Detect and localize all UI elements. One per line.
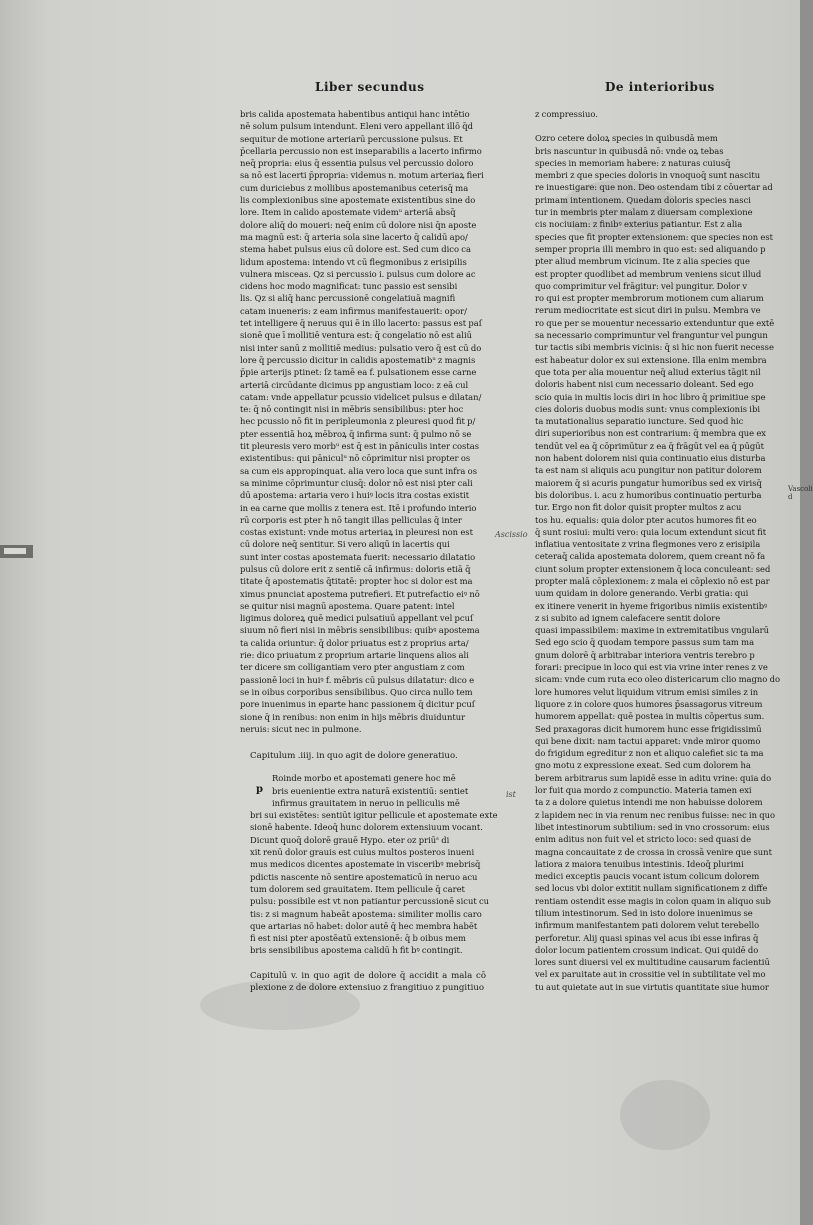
text-line: doloris habent nisi cum necessario doleant. Sed ego (535, 379, 754, 390)
text-line: maiorem q̄ si acuris pungatur humoribus sed ex virisq̄ (535, 477, 762, 488)
chapter-5-title: Capitulū v. in quo agit de dolore q̄ accidit a mala cō plexione z de dolore extensiuo z frangitiuo z pungitiuo (250, 971, 486, 994)
text-line (535, 120, 783, 132)
text-line: quo comprimitur vel frāgitur: vel pungitur. Dolor v (535, 280, 748, 291)
text-line: catam: vnde appellatur pcussio videlicet pulsus e dilatan/ (240, 391, 482, 402)
text-line: pter essentiā hoꝝ mēbroꝝ q̄ infirma sunt: q̄ pulmo nō se (240, 428, 472, 439)
text-line: p̄pie arterijs ptinet: ſz tamē ea f. pulsationem esse carne (240, 367, 477, 378)
text-line: stema habet pulsus eius cū dolore est. Sed cum dico ca (240, 244, 471, 255)
text-line: passionē loci in huiꝰ f. mēbris cū pulsus dilatatur: dico e (240, 674, 475, 685)
text-line: gnum dolorē q̄ arbitrabar interiora ventris terebro p (535, 649, 755, 660)
text-line: sa minime cōprimuntur ciusq̄: dolor nō est nisi pter cali (240, 477, 473, 488)
text-line: bris sensibilibus apostema calidū h fit bꝰ contingit. (250, 945, 463, 956)
text-line: ximus pnunciat apostema putrefieri. Et putrefactio eiꝰ nō (240, 588, 480, 599)
text-line: infirmum manifestantem pati dolorem velut terebello (535, 920, 760, 931)
text-line: tilium intestinorum. Sed in isto dolore inuenimus se (535, 908, 753, 918)
text-line: dolore aliq̄ do moueri: neq̄ enim cū dolore nisi q̄n aposte (240, 219, 477, 230)
text-line: neq̄ propria: eius q̄ essentia pulsus vel percussio doloro (240, 158, 474, 169)
text-line: ligimus doloreꝝ quē medici pulsatiuū appellant vel pcuſ (240, 613, 474, 624)
text-line: z lapidem nec in via renum nec renibus fuisse: nec in quo (535, 809, 776, 820)
text-line: q̄ sunt rosiui: multi vero: quia locum extendunt sicut fit (535, 526, 767, 537)
text-line: tur in membris pter malam z diuersam complexione (535, 207, 753, 218)
text-line: que tota per alia mouentur neq̄ aliud exterius tāgit nil (535, 366, 761, 377)
binding-tab (0, 545, 33, 558)
text-line: hec pcussio nō fit in peripleumonia z pleuresi quod fit p/ (240, 416, 476, 427)
text-line: ciunt solum propter extensionem q̄ loca conculeant: sed (535, 563, 771, 574)
text-line: medici exceptis paucis vocant istum colicum dolorem (535, 871, 760, 882)
text-line: tum dolorem sed grauitatem. Item pellicule q̄ caret (250, 883, 465, 894)
chapter-4-body (250, 772, 498, 956)
chapter-4-title: Capitulum .iiij. in quo agit de dolore generatiuo. (250, 751, 458, 761)
text-line: sunt inter costas apostemata fuerit: necessario dilatatio (240, 551, 476, 562)
text-line: forari: precipue in loco qui est via vrine inter renes z ve (535, 662, 768, 673)
text-line: Sed praxagoras dicit humorem hunc esse frigidissimū (535, 723, 762, 734)
text-line: do frigidum egreditur z non et aliquo calefiet sic ta ma (535, 748, 764, 759)
text-line: ceteraq̄ calida apostemata dolorem, quem creant nō fa (535, 551, 766, 562)
chapter-5-heading (250, 970, 486, 995)
text-line: z compressiuo. (535, 109, 598, 119)
text-line: rerum mediocritate est sicut diri in pulsu. Membra ve (535, 305, 761, 316)
text-line: lis. Qz si aliq̄ hanc percussionē congelatiuā magnifi (240, 293, 456, 304)
text-line: nisi inter sanū z mollitiē medius: pulsatio vero q̄ est cū do (240, 342, 482, 353)
text-line: ter dicere sm colligantiam vero pter angustiam z com (240, 662, 465, 673)
text-line: semper propria illi membro in quo est: sed aliquando p (535, 243, 766, 254)
text-line: lore. Item in calido apostemate videmᵘ arteriā absq̄ (240, 207, 456, 218)
text-line: nē solum pulsum intendunt. Eleni vero appellant illō q̄d (240, 121, 473, 132)
text-line: costas existunt: vnde motus arteriaꝝ in pleuresi non est (240, 527, 473, 538)
text-line: se quitur nisi magnū apostema. Quare patent: intel (240, 600, 455, 611)
text-line: mus medicos dicentes apostemate in visceribꝰ mebrisq̄ (250, 859, 481, 870)
text-line: sa nō est lacerti p̄propria: videmus n. motum arteriaꝝ fieri (240, 170, 484, 181)
text-line: est habeatur dolor ex sui extensione. Illa enim membra (535, 354, 767, 365)
text-line: arteriā circūdante dicimus pp angustiam loco: z eā cul (240, 379, 469, 390)
text-line: xit renū dolor grauis est cuius multos posteros inueni (250, 847, 475, 858)
text-line: sed locus vbi dolor extitit nullam significationem z diffe (535, 883, 768, 894)
left-text-column (240, 108, 486, 735)
text-line: libet intestinorum subtilium: sed in vno crossorum: eius (535, 821, 770, 832)
text-line: z si subito ad ignem calefacere sentit dolore (535, 612, 721, 623)
text-line: lores sunt diuersi vel ex multitudine causarum facientiū (535, 957, 770, 968)
text-line: tur tactis sibi membris vicinis: q̄ si hic non fuerit necesse (535, 342, 774, 353)
text-line: vulnera misceas. Qz si percussio i. pulsus cum dolore ac (240, 268, 476, 279)
text-line: perforetur. Alij quasi spinas vel acus ibi esse infiras q̄ (535, 932, 759, 943)
text-line: qui bene dixit: nam tactui apparet: vnde miror quomo (535, 735, 761, 746)
text-line: neruis: sicut nec in pulmone. (240, 723, 362, 734)
margin-note-middle: ist (506, 790, 516, 799)
text-line: rentiam ostendit esse magis in colon quam in aliquo sub (535, 895, 771, 906)
text-line: inflatiua ventositate z vrina flegmones vero z erisipila (535, 539, 761, 550)
text-line: berem arbitrarus sum lapidē esse in aditu vrine: quia do (535, 772, 772, 783)
text-line: Sed ego scio q̄ quodam tempore passus sum tam ma (535, 637, 755, 648)
text-line: pore inuenimus in eparte hanc passionem q̄ dicitur pcuſ (240, 699, 475, 710)
text-line: cidens hoc modo magnificat: tunc passio est sensibi (240, 281, 458, 292)
right-text-column (535, 108, 783, 993)
text-line: ex itinere venerit in hyeme frigoribus nimiis existentibꝰ (535, 600, 768, 611)
text-line: fi est nisi pter apostēatū extensionē: q̄ b oibus mem (250, 933, 466, 944)
chapter-4 (250, 750, 498, 957)
text-line: Ozro cetere doloꝝ species in quibusdā mem (535, 133, 718, 144)
page-stain (620, 1080, 710, 1150)
text-line: dolor locum patientem crossum indicat. Qui quidē do (535, 944, 759, 955)
text-line: gno motu z expressione exeat. Sed cum dolorem ha (535, 760, 751, 771)
text-line: existentibus: qui pāniculᵘ nō cōprimitur nisi propter os (240, 453, 471, 464)
text-line: sa necessario comprimuntur vel franguntur vel pungun (535, 330, 768, 341)
text-line: sione q̄ in renibus: non enim in hijs mēbris diuiduntur (240, 711, 466, 722)
text-line: ta est nam si aliquis acu pungitur non patitur dolorem (535, 465, 762, 476)
text-line: catam inueneris: z eam infirmus manifestauerit: opor/ (240, 305, 467, 316)
text-line: sionē habente. Ideoq̄ hunc dolorem extensiuum vocant. (250, 822, 483, 833)
text-line: tet intelligere q̄ neruus qui ē in illo lacerto: passus est paſ (240, 318, 482, 329)
text-line: titate q̄ apostematis q̄titatē: propter hoc si dolor est ma (240, 576, 473, 587)
text-line: lis complexionibus sine apostemate existentibus sine do (240, 195, 476, 206)
margin-note-left: Ascissio (495, 530, 528, 539)
right-running-head: De interioribus (605, 80, 715, 94)
text-line: propter malā cōplexionem: z mala ei cōplexio nō est par (535, 575, 770, 586)
text-line: re inuestigare: que non. Deo ostendam tibi z cōuertar ad (535, 182, 773, 193)
text-line: ro que per se mouentur necessario extenduntur que extē (535, 317, 775, 328)
text-line: in ea carne que mollis z tenera est. Itē i profundo interio (240, 502, 477, 513)
text-line: lidum apostema: intendo vt cū flegmonibus z erisipilis (240, 256, 467, 267)
text-line: sa cum eis appropinquat. alia vero loca que sunt infra os (240, 465, 477, 476)
text-line: liquore z in colore quos humores p̄sassagorus vitreum (535, 698, 763, 709)
text-line: species in memoriam habere: z naturas cuiusq̄ (535, 157, 731, 168)
text-line: sionē que ī mollitiē ventura est: q̄ congelatio nō est aliū (240, 330, 473, 341)
text-line: tos hu. equalis: quia dolor pter acutos humores fit eo (535, 514, 757, 525)
text-line: pter aliud membrum vicinum. Ite z alia species que (535, 256, 750, 267)
text-line: bri sui existētes: sentiūt igitur pellicule et apostemate exte (250, 810, 498, 821)
text-line: tur. Ergo non fit dolor quisit propter multos z acu (535, 502, 742, 513)
text-line: cies doloris duobus modis sunt: vnus complexionis ibi (535, 403, 761, 414)
text-line: ta mutationalius separatio iuncture. Sed quod hic (535, 416, 744, 427)
text-line: primam intentionem. Quedam doloris species nasci (535, 194, 751, 205)
text-line: se in oibus corporibus sensibilibus. Quo circa nullo tem (240, 686, 473, 697)
text-line: est propter quodlibet ad membrum veniens sicut illud (535, 268, 762, 279)
text-line: ta z a dolore quietus intendi me non habuisse dolorem (535, 797, 763, 808)
text-line: sicam: vnde cum ruta eco oleo distericarum clio magno do (535, 674, 781, 685)
text-line: pulsus cū dolore erit z sentiē cā infirmus: doloris etiā q̄ (240, 563, 471, 574)
text-line: lor fuit qua mordo z compunctio. Materia tamen exi (535, 785, 752, 796)
text-line: bris calida apostemata habentibus antiqui hanc intētio (240, 109, 470, 119)
text-line: lore q̄ percussio dicitur in calidis apostematibᵘ z magnis (240, 354, 476, 365)
text-line: bis doloribus. i. acu z humoribus continuatio perturba (535, 489, 762, 500)
text-line: tis: z si magnum habeāt apostema: similiter mollis caro (250, 908, 482, 919)
text-line: cis nociuiam: z finibꝰ exterius patiantur. Est z alia (535, 219, 743, 230)
text-line: species que fit propter extensionem: que species non est (535, 231, 774, 242)
text-line: tit pleuresis vero morbᵘ est q̄ est in pāniculis inter costas (240, 441, 480, 452)
text-line: tendūt vel ea q̄ cōprimūtur z ea q̄ frāgūt vel ea q̄ pūgūt (535, 440, 765, 451)
text-line: diri superioribus non est contrarium: q̄ membra que ex (535, 428, 767, 439)
text-line: cum duriciebus z mollibus apostemanibus ceterisq̄ ma (240, 182, 469, 193)
text-line: ta calida oriuntur: q̄ dolor priuatus est z proprius arta/ (240, 637, 469, 648)
text-line: ma magnū est: q̄ arteria sola sine lacerto q̄ calidū apo/ (240, 231, 468, 242)
text-line: siuum nō fieri nisi in mēbris sensibilibus: quibꝰ apostema (240, 625, 480, 636)
text-line: membri z que species doloris in vnoquoq̄ sunt nascitu (535, 170, 761, 181)
text-line: tu aut quietate aut in sue virtutis quantitate siue humor (535, 981, 769, 992)
text-line: infirmus grauitatem in neruo in pelliculis mē (272, 797, 460, 808)
text-line: lore humores velut liquidum vitrum emisi similes z in (535, 686, 759, 697)
text-line: que artarias nō habet: dolor autē q̄ hec membra habēt (250, 920, 478, 931)
text-line: pdictis nascente nō sentire apostematicū in neruo acu (250, 871, 478, 882)
text-line: Dicunt quoq̄ dolorē grauē Hypo. eter oz priūˢ di (250, 834, 450, 845)
text-line: magna concauitate z de crossa in crossā venire que sunt (535, 846, 772, 857)
text-line: sequitur de motione arteriarū percussione pulsus. Et (240, 133, 463, 144)
text-line: dū apostema: artaria vero i huiꝰ locis itra costas existit (240, 490, 470, 501)
text-line: humorem appellat: quē postea in multis cōpertus sum. (535, 711, 765, 722)
text-line: enim aditus non fuit vel et stricto loco: sed quasi de (535, 834, 752, 845)
text-line: ro qui est propter membrorum motionem cum aliarum (535, 293, 764, 304)
text-line: rū corporis est pter h nō tangit illas pelliculas q̄ inter (240, 514, 462, 525)
text-line: latiora z maiora tenuibus intestinis. Ideoq̄ plurimi (535, 858, 744, 869)
text-line: bris euenientie extra naturā existentiū: sentiet (272, 785, 469, 796)
text-line: pulsu: possibile est vt non patiantur percussionē sicut cu (250, 896, 490, 907)
text-line: uum quidam in dolore generando. Verbi gratia: qui (535, 588, 749, 599)
text-line: scio quia in multis locis diri in hoc libro q̄ primitiue spe (535, 391, 766, 402)
text-line: te: q̄ nō contingit nisi in mēbris sensibilibus: pter hoc (240, 404, 464, 415)
text-line: non habent dolorem nisi quia continuatio eius disturba (535, 453, 766, 464)
text-line: quasi impassibilem: maxime in extremitatibus vngularū (535, 625, 770, 636)
text-line: cū dolore neq̄ sentitur. Si vero aliqū in lacertis qui (240, 539, 450, 550)
margin-note-right-edge: Vascoli d (788, 485, 813, 501)
text-line: Roinde morbo et apostemati genere hoc mē (272, 773, 456, 784)
left-running-head: Liber secundus (315, 80, 425, 94)
chapter-4-initial: p (256, 784, 263, 795)
text-line: bris nascuntur in quibusdā nō: vnde oꝝ tebas (535, 145, 724, 156)
text-line: vel ex paruitate aut in crossitie vel in subtilitate vel mo (535, 969, 766, 980)
text-line: p̄cellaria percussio non est inseparabilis a lacerto infirmo (240, 145, 482, 156)
text-line: rie: dico priuatum z proprium artarie linquens alios ali (240, 650, 469, 661)
